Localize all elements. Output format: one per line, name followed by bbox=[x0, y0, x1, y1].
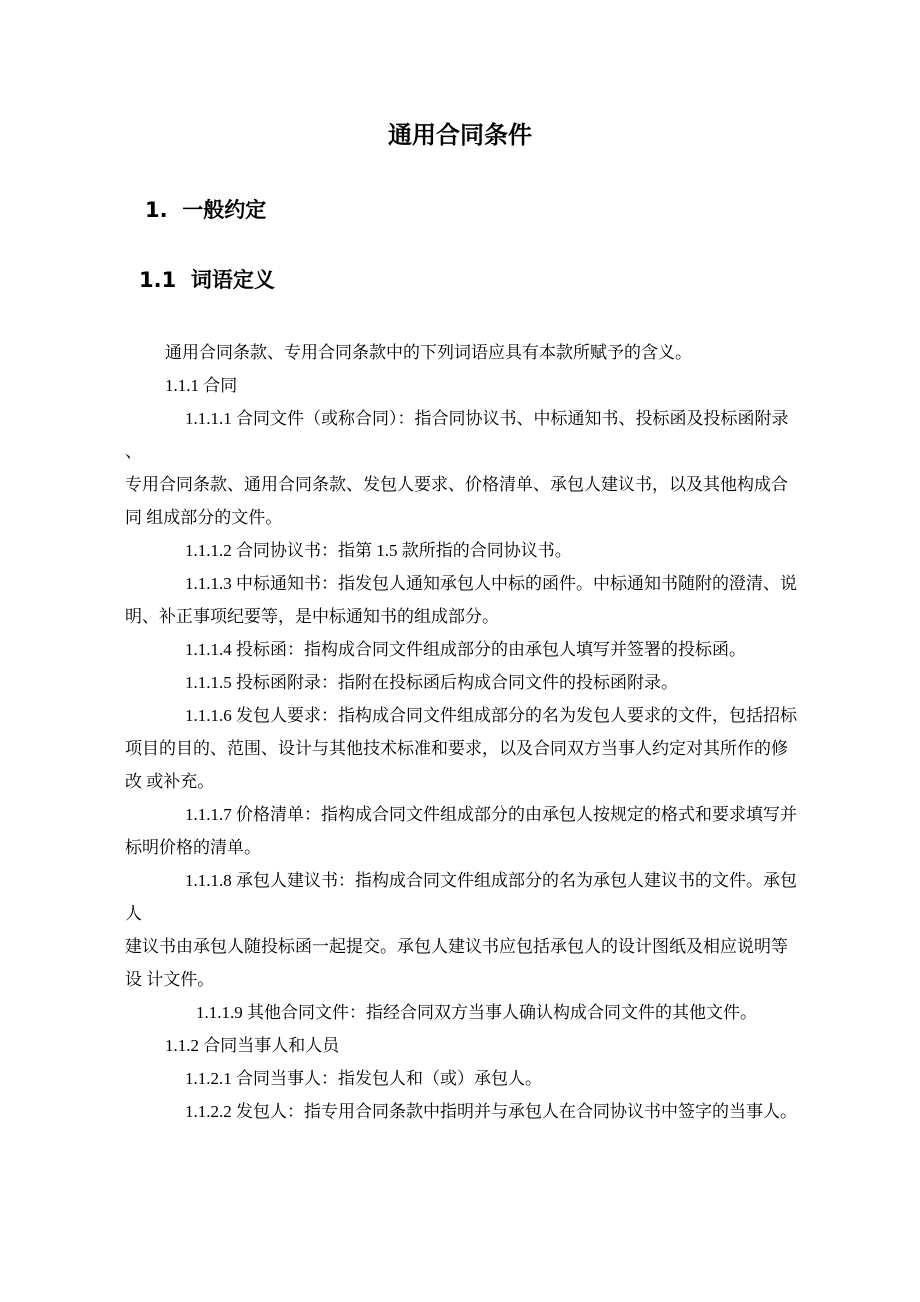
body-line: 建议书由承包人随投标函一起提交。承包人建议书应包括承包人的设计图纸及相应说明等 bbox=[125, 937, 788, 956]
body-line: 、 bbox=[125, 442, 142, 461]
body-line: 1.1.1.8 承包人建议书：指构成合同文件组成部分的名为承包人建议书的文件。承包 bbox=[185, 871, 797, 890]
body-line: 1.1.1 合同 bbox=[165, 376, 238, 395]
body-line: 改 或补充。 bbox=[125, 772, 215, 791]
body-line: 1.1.1.5 投标函附录：指附在投标函后构成合同文件的投标函附录。 bbox=[185, 673, 678, 692]
body-line: 通用合同条款、专用合同条款中的下列词语应具有本款所赋予的含义。 bbox=[165, 343, 692, 362]
body-line: 设 计文件。 bbox=[125, 970, 215, 989]
body-line: 同 组成部分的文件。 bbox=[125, 508, 283, 527]
body-line: 1.1.1.2 合同协议书：指第 1.5 款所指的合同协议书。 bbox=[185, 541, 572, 560]
body-line: 专用合同条款、通用合同条款、发包人要求、价格清单、承包人建议书，以及其他构成合 bbox=[125, 475, 788, 494]
body-line: 1.1.2.2 发包人：指专用合同条款中指明并与承包人在合同协议书中签字的当事人。 bbox=[185, 1102, 797, 1121]
body-line: 1.1.1.9 其他合同文件：指经合同双方当事人确认构成合同文件的其他文件。 bbox=[196, 1003, 757, 1022]
body-line: 1.1.2 合同当事人和人员 bbox=[165, 1036, 340, 1055]
body-line: 标明价格的清单。 bbox=[125, 838, 261, 857]
body-line: 1.1.1.3 中标通知书：指发包人通知承包人中标的函件。中标通知书随附的澄清、说 bbox=[185, 574, 797, 593]
body-line: 1.1.2.1 合同当事人：指发包人和（或）承包人。 bbox=[185, 1069, 542, 1088]
body-line: 1.1.1.4 投标函：指构成合同文件组成部分的由承包人填写并签署的投标函。 bbox=[185, 640, 746, 659]
document-title: 通用合同条件 bbox=[388, 121, 532, 149]
heading-general-provisions: 1. 一般约定 bbox=[145, 198, 267, 222]
body-line: 人 bbox=[125, 904, 142, 923]
body-line: 项目的目的、范围、设计与其他技术标准和要求，以及合同双方当事人约定对其所作的修 bbox=[125, 739, 788, 758]
body-line: 1.1.1.6 发包人要求：指构成合同文件组成部分的名为发包人要求的文件，包括招标 bbox=[185, 706, 797, 725]
heading-definitions: 1.1 词语定义 bbox=[139, 268, 275, 292]
body-line: 1.1.1.1 合同文件（或称合同）：指合同协议书、中标通知书、投标函及投标函附录 bbox=[185, 409, 789, 428]
document-body bbox=[125, 336, 797, 1128]
body-line: 1.1.1.7 价格清单：指构成合同文件组成部分的由承包人按规定的格式和要求填写并 bbox=[185, 805, 797, 824]
body-line: 明、补正事项纪要等，是中标通知书的组成部分。 bbox=[125, 607, 499, 626]
